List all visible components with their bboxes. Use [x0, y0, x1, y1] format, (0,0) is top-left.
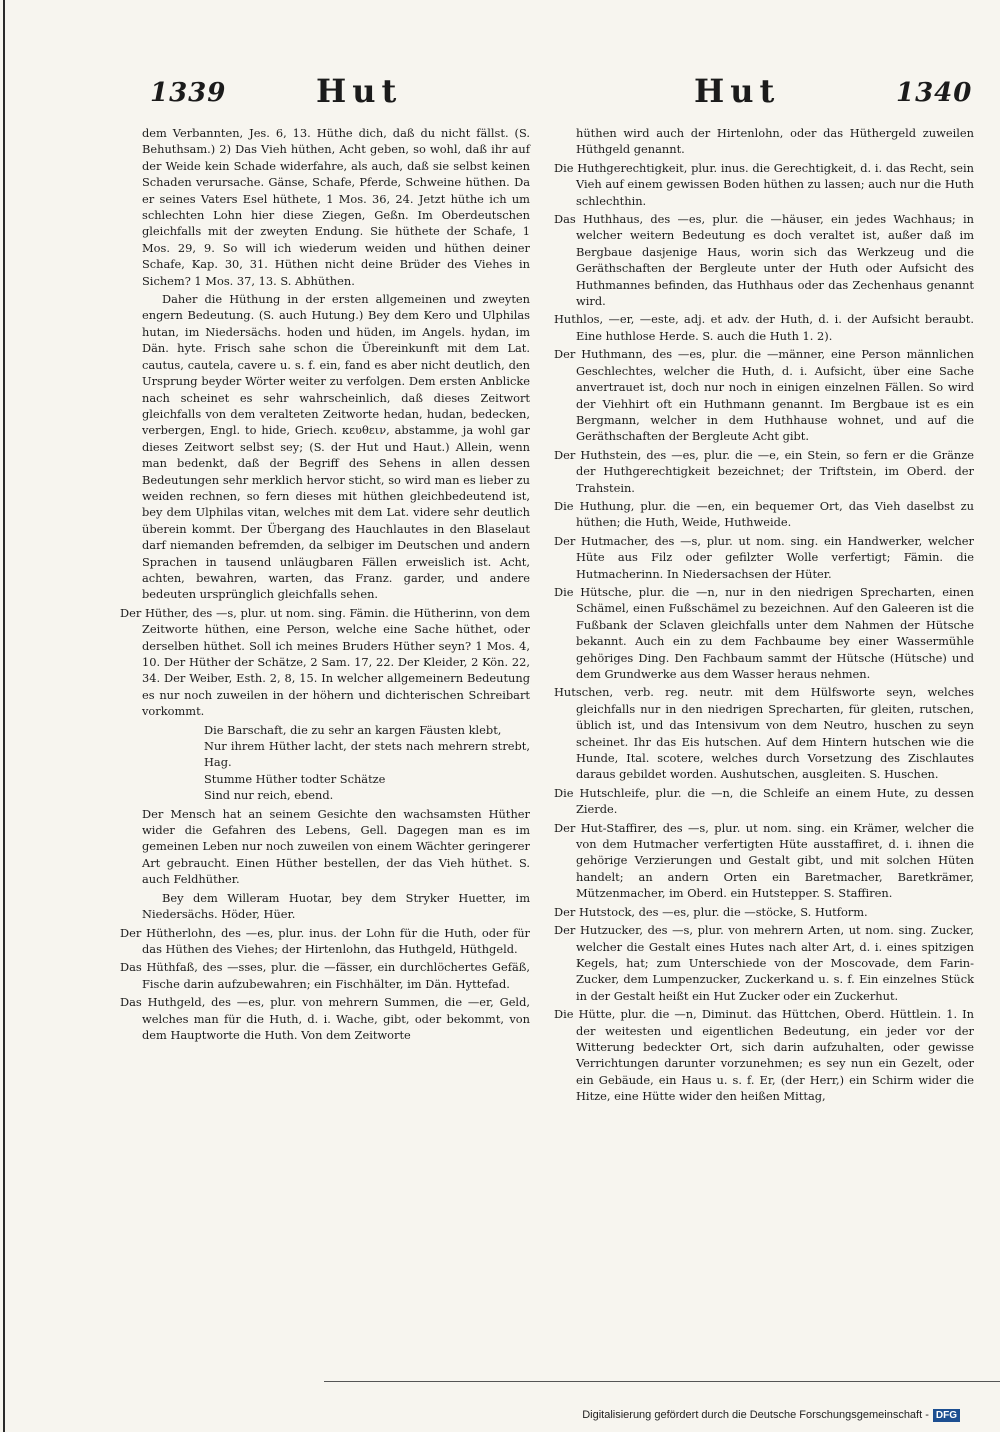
entry-huthmann: Der Huthmann, des —es, plur. die —männer, eine Person männlichen Geschlechtes, welcher die Huth, d. i. Aufsicht, über eine Sache anvertrauet ist, doch nur noch in einigen einzelnen Fällen. So wird der Viehhirt oft ein Huthmann genannt. Im Bergbaue ist es ein Bergmann, welcher in dem Huthhause wohnet, und auf die Geräthschaften der Bergleute Acht gibt.	[554, 347, 974, 444]
entry-huthhaus: Das Huthhaus, des —es, plur. die —häuser, ein jedes Wachhaus; in welcher weitern Bedeutung es doch veraltet ist, außer daß im Bergbaue dasjenige Haus, worin sich das Werkzeug und die Geräthschaften der Bergleute unter der Huth oder Aufsicht des Huthmannes befinden, das Huthhaus oder das Zechenhaus genannt wird.	[554, 212, 974, 309]
entry-huthstein: Der Huthstein, des —es, plur. die —e, ein Stein, so fern er die Gränze der Huthgerechtigkeit bezeichnet; der Triftstein, im Oberd. der Trahstein.	[554, 447, 974, 495]
running-head-right: Hut	[694, 72, 781, 110]
entry-huether: Der Hüther, des —s, plur. ut nom. sing. Fämin. die Hütherinn, von dem Zeitworte hüthen, eine Person, welche eine Sache hüthet, oder derselben hüthet. Soll ich meines Bruders Hüther seyn? 1 Mos. 4, 10. Der Hüther der Schätze, 2 Sam. 17, 22. Der Kleider, 2 Kön. 22, 34. Der Weiber, Esth. 2, 8, 15. In welcher allgemeinern Bedeutung es nur noch zuweilen in der höhern und dichterischen Schreibart vorkommt.	[120, 605, 530, 719]
entry-huthgeld: Das Huthgeld, des —es, plur. von mehrern Summen, die —er, Geld, welches man für die Huth, d. i. Wache, gibt, oder bekommt, von dem Hauptworte die Huth. Von dem Zeitworte	[120, 995, 530, 1042]
etymology-paragraph: Daher die Hüthung in der ersten allgemeinen und zweyten engern Bedeutung. (S. auch Hutung.) Bey dem Kero und Ulphilas hutan, im Niedersächs. hoden und hüden, im Angels. hydan, im Dän. hyte. Frisch sahe schon die Übereinkunft mit dem Lat. cautus, cautela, cavere u. s. f. ein, fand es aber nicht deutlich, den Ursprung beyder Wörter weiter zu verfolgen. Dem ersten Anblicke nach scheinet es sehr wahrscheinlich, daß dieses Zeitwort gleichfalls von dem veralteten Zeitworte hedan, hudan, bedecken, verbergen, Engl. to hide, Griech. κευθειν, abstamme, ja wohl gar dieses Zeitwort selbst sey; (S. der Hut und Haut.) Allein, wenn man bedenkt, daß der Begriff des Sehens in allen dessen Bedeutungen sehr merklich hervor sticht, so wird man es lieber zu weiden rechnen, so fern dieses mit hüthen gleichbedeutend ist, bey dem Ulphilas vitan, welches mit dem Lat. videre sehr deutlich überein kommt. Der Übergang des Hauchlautes in den Blaselaut darf niemanden befremden, da selbiger im Deutschen und andern Sprachen in tausend unläugbaren Fällen erweislich ist. Acht, achten, bewahren, warten, das Franz. garder, und andere bedeuten ursprünglich gleichfalls sehen.	[142, 292, 530, 602]
entry-hutstock: Der Hutstock, des —es, plur. die —stöcke, S. Hutform.	[554, 904, 868, 919]
right-column	[554, 125, 974, 1107]
verse-line: Die Barschaft, die zu sehr an kargen Fäusten klebt,	[204, 722, 502, 737]
entry-hutschen: Hutschen, verb. reg. neutr. mit dem Hülfsworte seyn, welches gleichfalls nur in den niedrigen Sprecharten, für gleiten, rutschen, üblich ist, und das Intensivum von dem Neutro, huschen zu seyn scheinet. Ihr das Eis hutschen. Auf dem Hintern hutschen wie die Hunde, Ital. scotere, welches durch Vorsetzung des Zischlautes daraus gebildet worden. Aushutschen, ausgleiten. S. Huschen.	[554, 685, 974, 782]
left-column	[120, 125, 530, 1045]
entry-hutschleife: Die Hutschleife, plur. die —n, die Schleife an einem Hute, zu dessen Zierde.	[554, 785, 974, 817]
entry-huthlos: Huthlos, —er, —este, adj. et adv. der Huth, d. i. der Aufsicht beraubt. Eine huthlose Herde. S. auch die Huth 1. 2).	[554, 312, 974, 343]
page-number-left: 1339	[150, 78, 227, 108]
scan-edge-line	[3, 0, 5, 1432]
entry-huethfass: Das Hüthfaß, des —sses, plur. die —fässer, ein durchlöchertes Gefäß, Fische darin aufzubewahren; ein Fischhälter, im Dän. Hyttefad.	[120, 960, 530, 991]
entry-huetsche: Die Hütsche, plur. die —n, nur in den niedrigen Sprecharten, einen Schämel, einen Fußschämel zu bezeichnen. Auf den Galeeren ist die Fußbank der Sclaven gleichfalls unter dem Nahmen der Hütsche bekannt. Auch ein zu dem Fachbaume bey einer Wassermühle gehöriges Ding. Den Fachbaum sammt der Hütsche (Hütsche) und dem Grundwerke aus dem Wasser heraus nehmen.	[554, 584, 974, 681]
page-number-right: 1340	[896, 78, 973, 108]
dfg-logo: DFG	[933, 1409, 960, 1422]
entry-hut-staffirer: Der Hut-Staffirer, des —s, plur. ut nom. sing. ein Krämer, welcher die von dem Hutmacher verfertigten Hüte ausstaffiret, d. i. ihnen die gehörige Verzierungen und Gestalt gibt, und mit solchen Hüten handelt; an andern Orten ein Baretmacher, Baretkrämer, Mützenmacher, im Oberd. ein Hutstepper. S. Staffiren.	[554, 820, 974, 901]
verse-line: Stumme Hüther todter Schätze	[204, 771, 386, 786]
entry-huette: Die Hütte, plur. die —n, Diminut. das Hüttchen, Oberd. Hüttlein. 1. In der weitesten und eigentlichen Bedeutung, ein jeder vor der Witterung bedeckter Ort, sich darin aufzuhalten, oder gewisse Verrichtungen darunter vorzunehmen; es sey nun ein Gezelt, oder ein Gebäude, ein Haus u. s. f. Er, (der Herr,) ein Schirm wider die Hitze, eine Hütte wider den heißen Mittag,	[554, 1007, 974, 1104]
entry-hutmacher: Der Hutmacher, des —s, plur. ut nom. sing. ein Handwerker, welcher Hüte aus Filz oder gefilzter Wolle verfertigt; Fämin. die Hutmacherinn. In Niedersachsen der Hüter.	[554, 533, 974, 581]
usage-paragraph: Der Mensch hat an seinem Gesichte den wachsamsten Hüther wider die Gefahren des Lebens, Gell. Dagegen man es im gemeinen Leben nur noch zuweilen von einem Wächter geringerer Art gebraucht. Einen Hüther bestellen, der das Vieh hüthet. S. auch Feldhüther.	[142, 806, 530, 887]
verse-line: Sind nur reich, ebend.	[204, 788, 334, 803]
etymology-paragraph: Bey dem Willeram Huotar, bey dem Stryker Huetter, im Niedersächs. Höder, Hüer.	[142, 890, 530, 922]
footer-text: Digitalisierung gefördert durch die Deutsche Forschungsgemeinschaft -	[582, 1409, 929, 1421]
funding-footer	[582, 1409, 960, 1422]
entry-hutzucker: Der Hutzucker, des —s, plur. von mehrern Arten, ut nom. sing. Zucker, welcher die Gestalt eines Hutes nach alter Art, d. i. eines spitzigen Kegels, hat; zum Unterschiede von der Moscovade, dem Farin-Zucker, dem Lumpenzucker, Zuckerkand u. s. f. Ein einzelnes Stück in der Gestalt heißt ein Hut Zucker oder ein Zuckerhut.	[554, 923, 974, 1003]
entry-continuation: dem Verbannten, Jes. 6, 13. Hüthe dich, daß du nicht fällst. (S. Behuthsam.) 2) Das Vieh hüthen, Acht geben, so wohl, daß ihr auf der Weide kein Schade widerfahre, als auch, daß sie selbst keinen Schaden verursache. Gänse, Schafe, Pferde, Schweine hüthen. Da er seines Vaters Esel hüthete, 1 Mos. 36, 24. Jetzt hüthe ich um schlechten Lohn hier diese Ziegen, Geßn. Im Oberdeutschen gleichfalls mit der zweyten Endung. Sie hüthete der Schafe, 1 Mos. 29, 9. So will ich wiederum weiden und hüthen deiner Schafe, Kap. 30, 31. Hüthen nicht deine Brüder des Viehes in Sichem? 1 Mos. 37, 13. S. Abhüthen.	[142, 126, 530, 288]
running-head-left: Hut	[316, 72, 403, 110]
entry-continuation: hüthen wird auch der Hirtenlohn, oder das Hüthergeld zuweilen Hüthgeld genannt.	[576, 126, 974, 157]
verse-quote	[120, 722, 530, 804]
entry-huetherlohn: Der Hütherlohn, des —es, plur. inus. der Lohn für die Huth, oder für das Hüthen des Viehes; der Hirtenlohn, das Huthgeld, Hüthgeld.	[120, 925, 530, 956]
entry-huthung: Die Huthung, plur. die —en, ein bequemer Ort, das Vieh daselbst zu hüthen; die Huth, Weide, Huthweide.	[554, 498, 974, 530]
bottom-rule	[324, 1381, 1000, 1382]
verse-line: Nur ihrem Hüther lacht, der stets nach mehrern strebt, Hag.	[204, 739, 530, 770]
entry-huthgerechtigkeit: Die Huthgerechtigkeit, plur. inus. die Gerechtigkeit, d. i. das Recht, sein Vieh auf einem gewissen Boden hüthen zu lassen; auch nur die Huth schlechthin.	[554, 160, 974, 208]
